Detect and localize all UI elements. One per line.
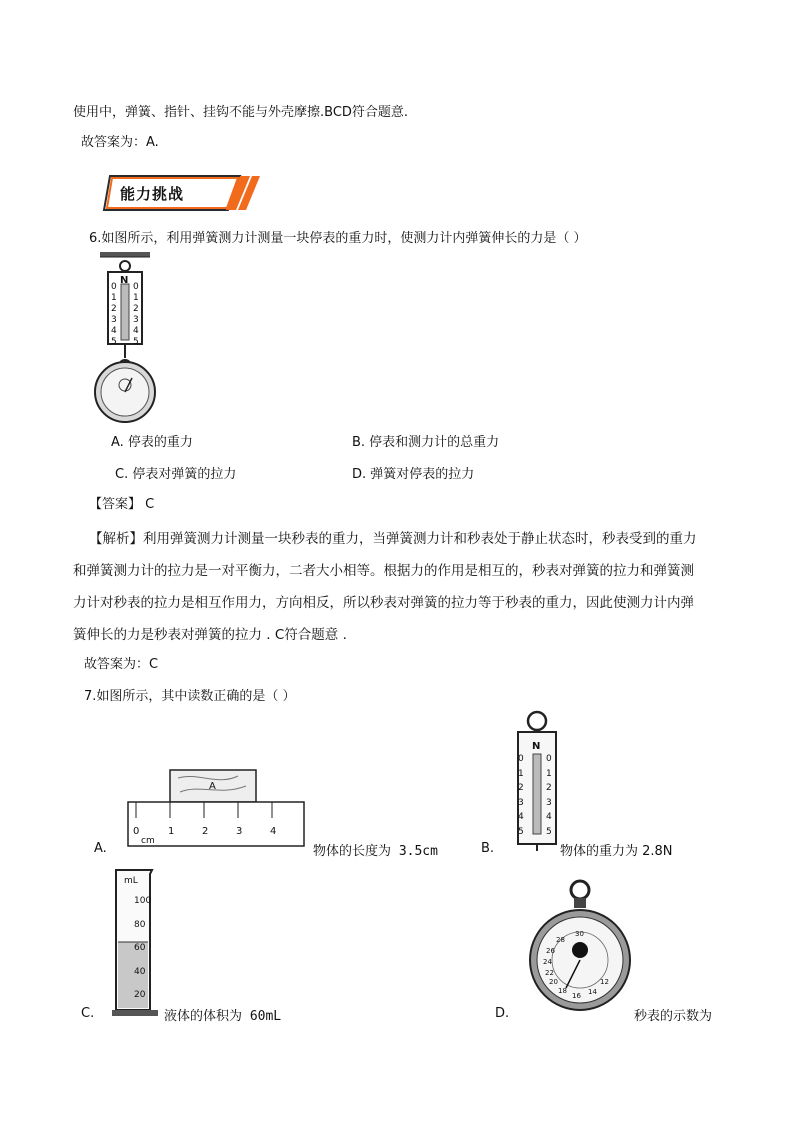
explanation-line-2: 和弹簧测力计的拉力是一对平衡力，二者大小相等。根据力的作用是相互的，秒表对弹簧的拉力和弹簧测 bbox=[73, 563, 694, 579]
ruler-object-label: A bbox=[209, 781, 216, 792]
option-7-d-letter: D. bbox=[495, 1006, 510, 1021]
stopwatch-number-24: 24 bbox=[543, 958, 552, 966]
scale-b-ticks-right: 0 1 2 3 4 5 bbox=[546, 754, 552, 837]
stopwatch-number-18: 18 bbox=[558, 987, 567, 995]
stopwatch-figure bbox=[526, 878, 636, 1012]
ruler-tick-2: 2 bbox=[202, 826, 209, 837]
ruler-tick-3: 3 bbox=[236, 826, 243, 837]
option-7-b-text: 物体的重力为 2.8N bbox=[560, 844, 673, 859]
question-7: 7.如图所示，其中读数正确的是（ ） bbox=[84, 689, 296, 704]
option-6-a: A. 停表的重力 bbox=[111, 435, 193, 450]
scale-b-ticks-left: 0 1 2 3 4 5 bbox=[518, 754, 524, 837]
section-banner bbox=[104, 174, 260, 212]
ruler-unit: cm bbox=[141, 836, 155, 846]
stopwatch-number-26: 26 bbox=[546, 947, 555, 955]
answer-label: 【答案】 C bbox=[89, 497, 155, 512]
ruler-tick-1: 1 bbox=[168, 826, 175, 837]
ruler-tick-0: 0 bbox=[133, 826, 140, 837]
text-line-1: 使用中，弹簧、指针、挂钩不能与外壳摩擦.BCD符合题意. bbox=[73, 105, 409, 120]
cylinder-unit: mL bbox=[124, 876, 138, 886]
final-answer: 故答案为：C bbox=[84, 657, 159, 672]
text-line-2: 故答案为：A. bbox=[81, 135, 159, 150]
scale-ticks-left: 0 1 2 3 4 5 bbox=[111, 282, 117, 347]
stopwatch-number-20: 20 bbox=[549, 978, 558, 986]
option-7-b-letter: B. bbox=[481, 841, 495, 856]
question-6: 6.如图所示，利用弹簧测力计测量一块停表的重力时，使测力计内弹簧伸长的力是（ ） bbox=[89, 231, 587, 246]
scale-b-top-label: N bbox=[532, 741, 541, 752]
option-7-a-letter: A. bbox=[94, 841, 107, 856]
explanation-line-3: 力计对秒表的拉力是相互作用力，方向相反，所以秒表对弹簧的拉力等于秒表的重力，因此使测力计内弹 bbox=[73, 595, 694, 611]
scale-ticks-right: 0 1 2 3 4 5 bbox=[133, 282, 139, 347]
option-7-c-text: 液体的体积为 60mL bbox=[164, 1009, 282, 1024]
option-6-c: C. 停表对弹簧的拉力 bbox=[115, 467, 237, 482]
option-7-a-text: 物体的长度为 3.5cm bbox=[313, 844, 438, 859]
stopwatch-number-28: 28 bbox=[556, 936, 565, 944]
cylinder-ticks: 100 80 60 40 20 bbox=[134, 896, 152, 1000]
option-6-b: B. 停表和测力计的总重力 bbox=[352, 435, 500, 450]
explanation-line-4: 簧伸长的力是秒表对弹簧的拉力 . C符合题意 . bbox=[73, 627, 347, 643]
stopwatch-number-14: 14 bbox=[588, 988, 597, 996]
ruler-figure bbox=[128, 768, 308, 850]
option-6-d: D. 弹簧对停表的拉力 bbox=[352, 467, 475, 482]
explanation-line-1: 【解析】利用弹簧测力计测量一块秒表的重力，当弹簧测力计和秒表处于静止状态时，秒表受到的重力 bbox=[89, 531, 697, 547]
stopwatch-number-30: 30 bbox=[575, 930, 584, 938]
option-7-d-text: 秒表的示数为 bbox=[634, 1009, 713, 1024]
scale-top-label: N bbox=[120, 275, 129, 286]
banner-title: 能力挑战 bbox=[120, 185, 185, 203]
stopwatch-number-22: 22 bbox=[545, 969, 554, 977]
stopwatch-number-12: 12 bbox=[600, 978, 609, 986]
ruler-tick-4: 4 bbox=[270, 826, 277, 837]
option-7-c-letter: C. bbox=[81, 1006, 95, 1021]
stopwatch-number-16: 16 bbox=[572, 992, 581, 1000]
